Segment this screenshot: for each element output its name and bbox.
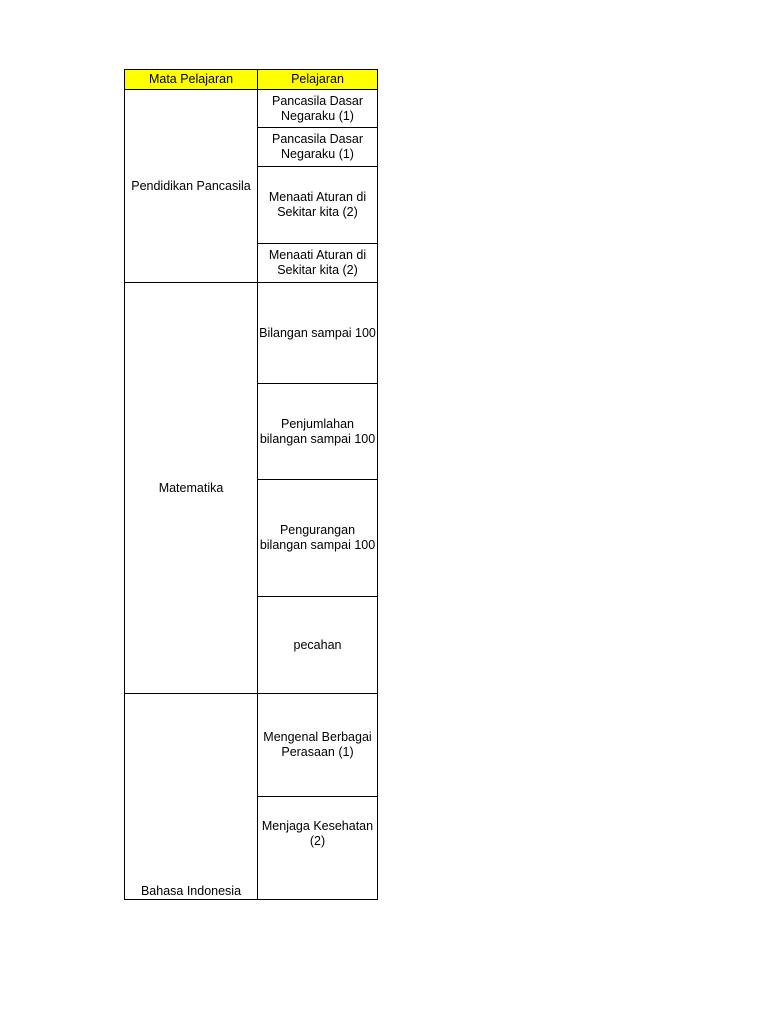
lesson-table <box>124 69 378 900</box>
spreadsheet-area <box>124 69 377 898</box>
subject-cell[interactable]: Matematika <box>125 283 258 694</box>
lesson-cell[interactable]: pecahan <box>258 597 378 694</box>
table-row <box>125 283 378 384</box>
lesson-cell[interactable]: Menaati Aturan di Sekitar kita (2) <box>258 244 378 283</box>
lesson-cell[interactable]: Penjumlahan bilangan sampai 100 <box>258 384 378 480</box>
lesson-cell[interactable]: Pengurangan bilangan sampai 100 <box>258 480 378 597</box>
lesson-cell[interactable]: Pancasila Dasar Negaraku (1) <box>258 128 378 167</box>
header-row <box>125 70 378 90</box>
lesson-cell[interactable]: Mengenal Berbagai Perasaan (1) <box>258 694 378 797</box>
subject-cell[interactable]: Pendidikan Pancasila <box>125 90 258 283</box>
table-row <box>125 694 378 797</box>
lesson-cell[interactable]: Pancasila Dasar Negaraku (1) <box>258 90 378 128</box>
header-mata-pelajaran[interactable]: Mata Pelajaran <box>125 70 258 90</box>
header-pelajaran[interactable]: Pelajaran <box>258 70 378 90</box>
lesson-cell[interactable]: Menjaga Kesehatan (2) <box>258 797 378 900</box>
lesson-cell[interactable]: Bilangan sampai 100 <box>258 283 378 384</box>
lesson-cell[interactable]: Menaati Aturan di Sekitar kita (2) <box>258 167 378 244</box>
table-row <box>125 90 378 128</box>
subject-cell[interactable]: Bahasa Indonesia <box>125 694 258 900</box>
